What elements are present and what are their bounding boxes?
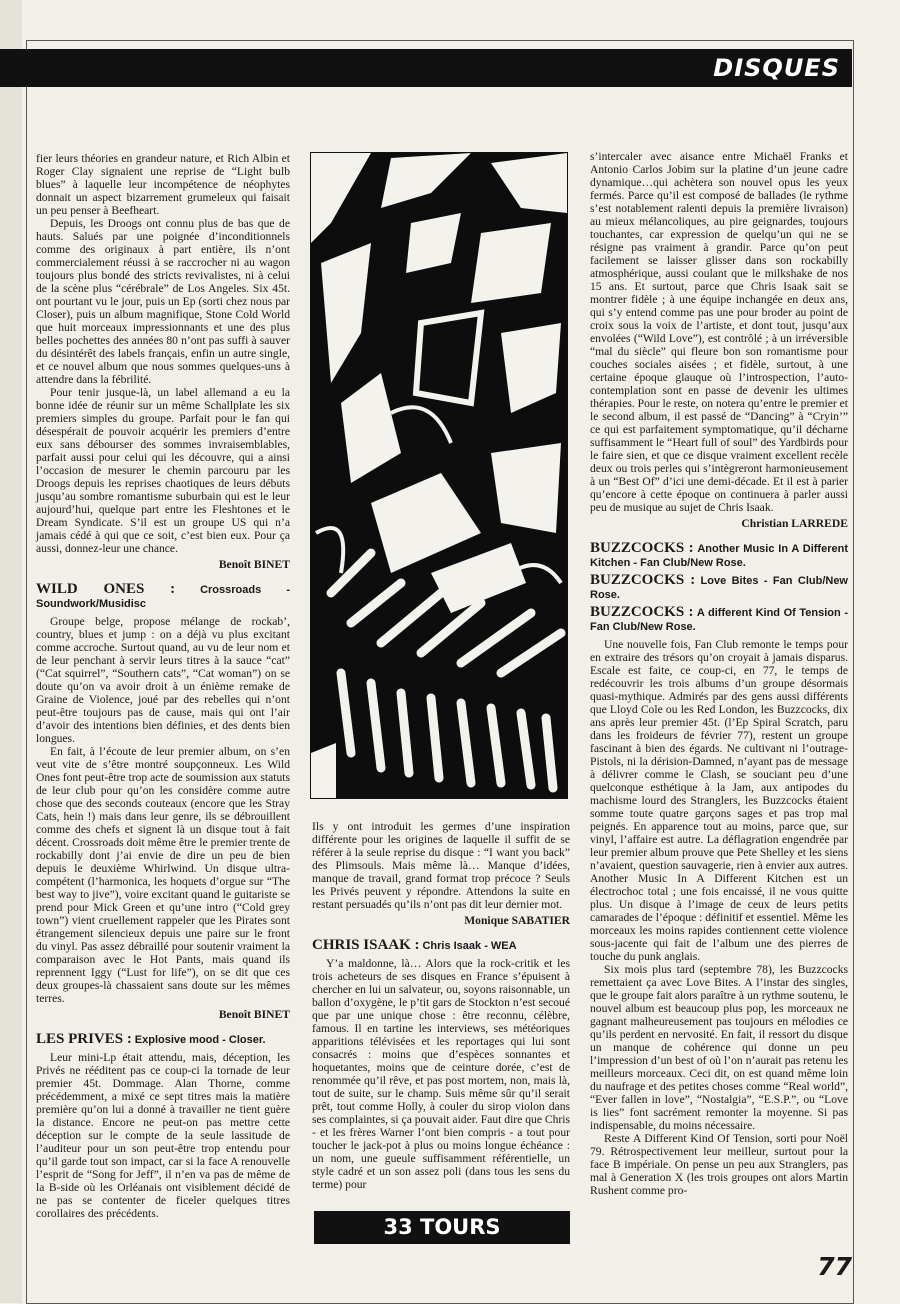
section-header bbox=[0, 49, 852, 87]
author-signature: Monique SABATIER bbox=[464, 914, 570, 927]
review-heading-buzzcocks-3 bbox=[590, 606, 848, 634]
release-info: Love Bites - Fan Club/New Rose. bbox=[590, 575, 848, 601]
article-paragraph: s’intercaler avec aisance entre Michaël Franks et Antonio Carlos Jobim sur la platine d’un jeune cadre dynamique…qui achètera son nouvel opus les yeux fermés. Parce qu’il est composé de ballades (le rythme s’est notablement ralenti depuis la première livraison) au mieux mélancoliques, au pire geignardes, toujours touchantes, car expression de quelqu’un qui ne se résigne pas vraiment à grandir. Parce qu’on peut facilement se laisser glisser dans son rockabilly atmosphérique, aussi coulant que le milkshake de nos 15 ans. Et surtout, parce que Chris Isaak sait se montrer fidèle ; à une équipe inchangée en deux ans, qui s’y entend comme pas une pour broder au point de croix sous la voix de l’artiste, et dont tout, jusqu’aux envolées (“Wild Love”), est contrôlé ; à un irréversible “mal du siècle” qui fleure bon son romantisme pour couches sociales aisées ; et fidèle, surtout, à une certaine époque glauque où l’introspection, l’auto-contemplation sont en passe de devenir les ultimes thérapies. Pour le reste, on notera qu’entre le premier et le second album, il est passé de “Dancing” à “Cryin’” ce qui est parfaitement symptomatique, qu’il décharne suffisamment le “Heart full of soul” des Yardbirds pour le faire sien, et que ce disque vraiment excellent recèle deux ou trois perles qui s’intègreront harmonieusement à un “Best Of” d’ici une demi-décade. Et il est à parier qu’encore à cette époque on continuera à parler aussi peu de musique au sujet de Chris Isaak. bbox=[590, 150, 848, 514]
column-left bbox=[36, 152, 290, 1220]
author-signature: Benoît BINET bbox=[218, 558, 290, 571]
album-artwork-woodcut bbox=[310, 152, 568, 799]
artist-name: BUZZCOCKS : bbox=[590, 572, 696, 588]
artist-name: BUZZCOCKS : bbox=[590, 540, 694, 556]
page-edge bbox=[0, 0, 22, 1303]
review-heading-buzzcocks-2 bbox=[590, 574, 848, 602]
article-paragraph: Groupe belge, propose mélange de rockab’, country, blues et jump : on a déjà vu plus excitant comme accroche. Surtout quand, au vu de leur nom et de leur penchant à servir leurs titres à la sauce “cat” (“Cat squirrel”, “Southern cats”, “Cat woman”) on se doute qu’on va avoir droit à un énième remake de Graine de Violence, joué par des rebelles qui n’ont peut-être toujours pas de cause, mais qui ont l’air d’avoir des intentions bien définies, et des dents bien longues. bbox=[36, 615, 290, 745]
column-middle bbox=[312, 820, 570, 1191]
artist-name: WILD ONES : bbox=[36, 581, 176, 597]
article-paragraph: Leur mini-Lp était attendu, mais, déception, les Privés ne rééditent pas ce coup-ci la tornade de leur premier 45t. Dommage. Alan Thorne, comme précédemment, a mixé ce sept titres mais la matière première qu’on lui a donné à travailler ne tient guère la distance. Encore ne peut-on pas mettre cette déception sur le compte de la seule lassitude de l’auditeur pour un son peut-être trop entendu pour qu’il garde tout son impact, car si la face A renouvelle l’esprit de “Song for Jeff”, il n’en va pas de même de la B-side où les Orléanais ont visiblement décidé de ne pas se contenter de ficeler quelques titres corollaires des précédents. bbox=[36, 1051, 290, 1220]
release-info: Crossroads - Soundwork/Musidisc bbox=[36, 584, 290, 610]
review-heading-chris-isaak bbox=[312, 939, 570, 953]
author-signature: Christian LARREDE bbox=[741, 517, 848, 530]
release-info: A different Kind Of Tension - Fan Club/New Rose. bbox=[590, 607, 848, 633]
review-heading-wild-ones bbox=[36, 583, 290, 611]
woodcut-illustration bbox=[311, 153, 567, 798]
article-paragraph: Reste A Different Kind Of Tension, sorti pour Noël 79. Rétrospectivement leur meilleur, surtout pour la face B impériale. On pense un peu aux Stranglers, pas mal à Generation X (les trois groupes ont alors Martin Rushent comme pro- bbox=[590, 1132, 848, 1197]
article-paragraph: Y’a maldonne, là… Alors que la rock-critik et les trois acheteurs de ses disques en France s’épuisent à chercher en lui un salvateur, ou, soyons raisonnable, un ballon d’oxygène, le p’tit gars de Stockton n’est secoué que par une unique chose : être reconnu, célèbre, famous. Il en tartine les interviews, ses météoriques apparitions télévisées et les reportages qui lui sont consacrés : moins que d’espèces sonnantes et hoquetantes, moins que de ceinture dorée, c’est de renommée qu’il rêve, et pas post mortem, non, mais là, tout de suite, sur le champ. Suis même sûr qu’il serait prêt, tout comme Holly, à couler du sirop violon dans ses complaintes, si ça pouvait aider. Faut dire que Chris - et les frères Warner l’ont bien compris - a tout pour toucher le jack-pot à plus ou moins longue échéance : un nom, une gueule suffisamment référentielle, un style cadré et un son assez poli (dans tous les sens du terme) pour bbox=[312, 957, 570, 1191]
article-paragraph: Ils y ont introduit les germes d’une inspiration différente pour les origines de laquelle il suffit de se référer à la seule reprise du disque : “I want you back” des Plimsouls. Mais même là… Manque d’idées, manque de travail, grand format trop précoce ? Seuls les Privés peuvent y répondre. Attendons la suite en restant persuadés qu’ils n’ont pas dit leur dernier mot. bbox=[312, 820, 570, 911]
release-info: Chris Isaak - WEA bbox=[422, 940, 517, 952]
article-paragraph: fier leurs théories en grandeur nature, et Rich Albin et Roger Clay signaient une reprise de “Light bulb blues” à laquelle leur incompétence de néophytes donnait un aspect bizarrement grumeleux qui faisait un peu penser à Beefheart. bbox=[36, 152, 290, 217]
artist-name: BUZZCOCKS : bbox=[590, 604, 694, 620]
page-number: 77 bbox=[817, 1252, 852, 1281]
author-signature: Benoît BINET bbox=[218, 1008, 290, 1021]
article-paragraph: En fait, à l’écoute de leur premier album, on s’en veut vite de s’être montré soupçonneux. Les Wild Ones font peut-être trop acte de soumission aux statuts de leur club pour qu’on les considère comme autre chose que des seconds couteaux (encore que les Stray Cats, hein !) mais dans leur genre, ils se débrouillent comme des chefs et signent là un disque tout à fait décent. Crossroads doit même être le premier trente de rockabilly dont j’ai envie de dire un peu de bien depuis le deuxième Whirlwind. Un disque ultra-compétent (l’harmonica, les hoquets d’orgue sur “The best way to jive”), voire excitant quand le guitariste se prend pour Mick Green et qu’une intro (“Cold grey town”) vient cruellement rappeler que les Pirates sont étrangement silencieux depuis une paire sur le front du vinyl. Pas assez débraillé pour soutenir vraiment la comparaison avec le Hot Pants, mais quand ils reprennent Iggy (“Lust for life”), on se dit que ces deux groupes-là chassaient sans doute sur les mêmes terres. bbox=[36, 745, 290, 1005]
section-title: DISQUES bbox=[713, 54, 840, 82]
article-paragraph: Une nouvelle fois, Fan Club remonte le temps pour en extraire des trésors qu’on croyait à jamais disparus. Escale est faite, ce coup-ci, en 77, le temps de redécouvrir les trois albums d’un groupe désormais quasi-mythique. Admirés par des gens aussi différents que Lloyd Cole ou les Red London, les Buzzcocks, dix ans après leur premier 45t. (l’Ep Spiral Scratch, paru dans les froideurs de février 77), restent un groupe fascinant à bien des égards. Ne cultivant ni l’outrage-Pistols, ni la dérision-Damned, n’ayant pas de message à délivrer comme le Clash, se souciant peu d’une quelconque esthétique à la Jam, aux antipodes du machisme lourd des Stranglers, les Buzzcocks étaient somme toute quatre garçons sages et pas trop mal peignés. En apparence tout au moins, parce que, sur vinyl, l’affaire est autre. La déflagration engendrée par leur premier album prouve que Pete Shelley et les siens n’avaient, question sauvagerie, rien à envier aux autres. Another Music In A Different Kitchen est un électrochoc total ; une fois encaissé, il ne vous quitte plus. Un disque à l’image de ceux de leurs petits camarades de l’époque : définitif et essentiel. Même les morceaux les moins rapides contiennent cette violence sous-jacente qui fait de l’album une des pierres de touche du punk anglais. bbox=[590, 638, 848, 963]
artist-name: LES PRIVES : bbox=[36, 1031, 132, 1047]
release-info: Explosive mood - Closer. bbox=[134, 1034, 266, 1046]
review-heading-buzzcocks-1 bbox=[590, 542, 848, 570]
article-paragraph: Six mois plus tard (septembre 78), les Buzzcocks remettaient ça avec Love Bites. A l’instar des singles, que le groupe fait alors paraître à un rythme soutenu, le nouvel album est beaucoup plus pop, les morceaux ne gagnant malheureusement pas toujours en mélodies ce qu’ils perdent en nervosité. En fait, il ressort du disque un manque de cohérence qui donne un peu l’impression d’un best of où l’on n’aurait pas retenu les meilleurs morceaux. Ceci dit, on est quand même loin du naufrage et des petites choses comme “Real world”, “Ever fallen in love”, “Nostalgia”, “E.S.P.”, ou “Love is lies” font sacrément remonter la moyenne. Si pas indispensable, du moins nécessaire. bbox=[590, 963, 848, 1132]
category-label-33-tours: 33 TOURS bbox=[314, 1211, 570, 1244]
article-paragraph: Pour tenir jusque-là, un label allemand a eu la bonne idée de réunir sur un même Schallplate les six premiers simples du groupe. Parfait pour le fan qui désespérait de pouvoir acquérir les premiers d’entre eux sans débourser des sommes invraisemblables, parfait aussi pour celui qui les découvre, qui a ainsi l’occasion de mesurer le chemin parcouru par les Droogs depuis les reprises chaotiques de leurs débuts jusqu’au sombre romantisme suburbain qui est le leur aujourd’hui, quelque part entre les Fleshtones et le Dream Syndicate. S’il est un groupe US qui n’a jamais cédé à qui que ce soit, c’est bien eux. Pour ça aussi, donnez-leur une chance. bbox=[36, 386, 290, 555]
artist-name: CHRIS ISAAK : bbox=[312, 937, 420, 953]
review-heading-les-prives bbox=[36, 1033, 290, 1047]
article-paragraph: Depuis, les Droogs ont connu plus de bas que de hauts. Salués par une poignée d’inconditionnels comme des originaux à part entière, ils n’ont commercialement réussi à se raccrocher ni au wagon toujours plus bondé des stricts revivalistes, ni à celui de la scène plus “cérébrale” de Los Angeles. Six 45t. ont pourtant vu le jour, puis un Ep (sorti chez nous par Closer), puis un album magnifique, Stone Cold World que huit morceaux impressionnants et une des plus belles pochettes des années 80 n’ont pas suffi à sauver du désintérêt des labels français, enfin un autre single, et ce nouvel album que nous sommes quelques-uns à attendre dans la fébrilité. bbox=[36, 217, 290, 386]
column-right bbox=[590, 150, 848, 1197]
release-info: Another Music In A Different Kitchen - Fan Club/New Rose. bbox=[590, 543, 848, 569]
